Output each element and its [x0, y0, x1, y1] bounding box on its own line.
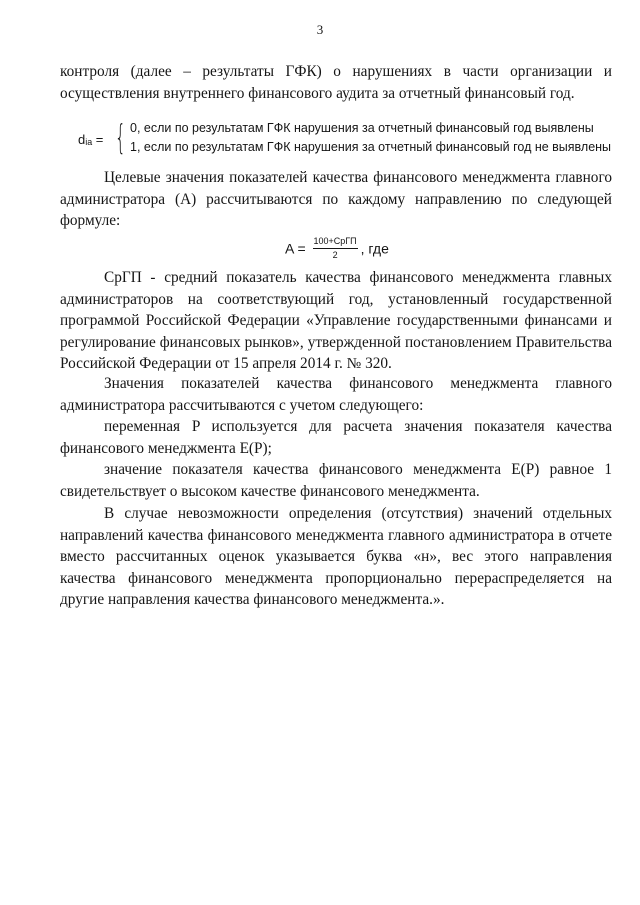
formula-suffix: , где [360, 240, 389, 257]
formula-lhs: A = [285, 240, 306, 257]
paragraph-gfk-results: контроля (далее – результаты ГФК) о нарушениях в части организации и осуществления внутреннего финансового аудита за отчетный финансовый год. [60, 63, 612, 102]
target-value-formula [285, 236, 389, 261]
paragraph-variable-p: переменная P используется для расчета значения показателя качества финансового менеджмента E(P); [60, 418, 612, 457]
formula-fraction [313, 236, 358, 261]
paragraph-target-values: Целевые значения показателей качества финансового менеджмента главного администратора (A) рассчитываются по каждому направлению по следующей формуле: [60, 169, 612, 229]
formula-numerator: 100+СрГП [313, 236, 358, 249]
case-violations-found: 0, если по результатам ГФК нарушения за отчетный финансовый год выявлены [130, 121, 594, 135]
paragraph-ep-equals-one: значение показателя качества финансового менеджмента E(P) равное 1 свидетельствует о высоком качестве финансового менеджмента. [60, 461, 612, 500]
dia-piecewise-formula [78, 118, 618, 161]
paragraph-missing-values: В случае невозможности определения (отсутствия) значений отдельных направлений качества финансового менеджмента главного администратора в отчете вместо рассчитанных оценок указывается буква «н», вес этого направления качества финансового менеджмента пропорционально перераспределяется на другие направления качества финансового менеджмента.». [60, 505, 612, 608]
paragraph-srgp-definition: СрГП - средний показатель качества финансового менеджмента главных администраторов на соответствующий год, установленный государственной программой Российской Федерации «Управление государственными финансами и регулирование финансовых рынков», утвержденной постановлением Правительства Российской Федерации от 15 апреля 2014 г. № 320. [60, 269, 612, 372]
curly-brace-icon: { [115, 118, 126, 158]
dia-symbol: dᵢₐ = [78, 132, 104, 147]
formula-denominator: 2 [332, 250, 338, 260]
page-number: 3 [316, 22, 324, 37]
paragraph-values-calculation: Значения показателей качества финансового менеджмента главного администратора рассчитываются с учетом следующего: [60, 375, 612, 414]
case-violations-not-found: 1, если по результатам ГФК нарушения за отчетный финансовый год не выявлены [130, 140, 612, 154]
